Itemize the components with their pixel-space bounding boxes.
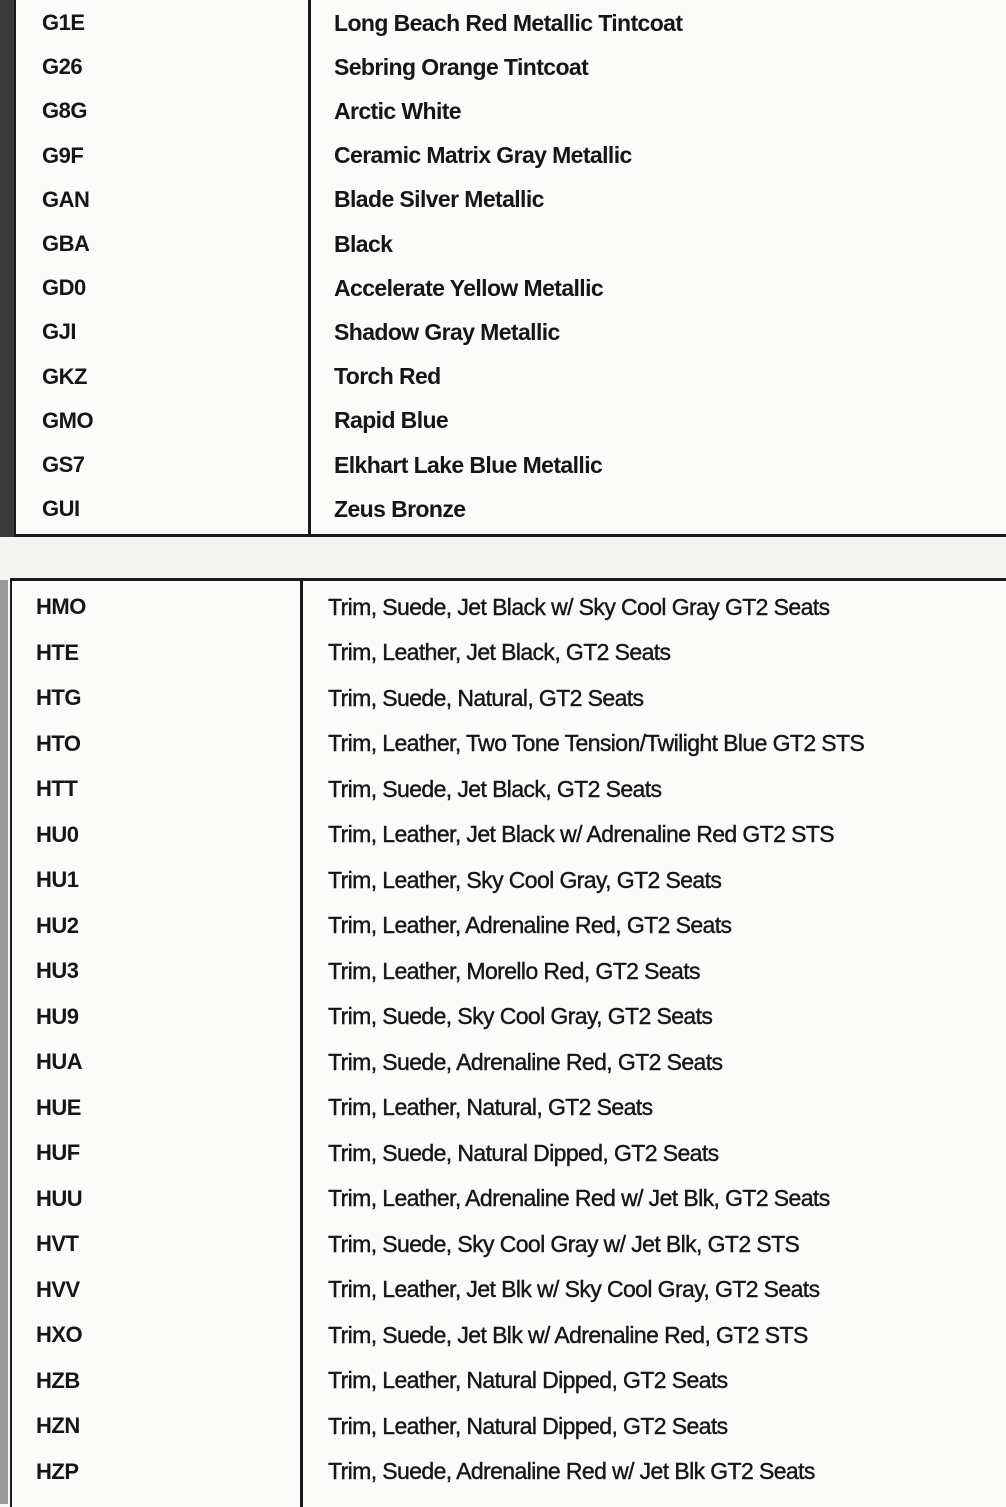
option-code: G8G: [42, 98, 87, 124]
option-description: Trim, Suede, Jet Black w/ Sky Cool Gray GT2 Seats: [328, 593, 830, 620]
option-code: GUI: [42, 496, 80, 522]
option-code: HZB: [36, 1367, 80, 1393]
option-description: Zeus Bronze: [334, 495, 466, 522]
option-code: HUU: [36, 1185, 83, 1211]
option-code: HTO: [36, 730, 81, 756]
option-description: Trim, Leather, Morello Red, GT2 Seats: [328, 957, 700, 984]
option-code: G9F: [42, 142, 84, 168]
table-row: [12, 767, 1006, 811]
table-row: [16, 399, 1006, 443]
option-description: Trim, Leather, Jet Blk w/ Sky Cool Gray, GT2 Seats: [328, 1276, 820, 1302]
option-code: HTG: [36, 685, 81, 710]
table-row: [12, 1450, 1006, 1494]
option-description: Trim, Leather, Sky Cool Gray, GT2 Seats: [328, 866, 722, 893]
option-description: Ceramic Matrix Gray Metallic: [334, 142, 632, 169]
option-code: HMO: [36, 594, 86, 619]
option-code: HU0: [36, 821, 79, 847]
table-row: [12, 1177, 1006, 1221]
table-gap: [0, 537, 1006, 577]
table-row: [12, 813, 1006, 857]
table-row: [12, 631, 1006, 675]
table-row: [12, 858, 1006, 902]
option-description: Trim, Suede, Jet Blk w/ Adrenaline Red, GT2 STS: [328, 1321, 808, 1348]
option-code: HVT: [36, 1231, 79, 1256]
option-description: Accelerate Yellow Metallic: [334, 274, 604, 301]
paint-code-table: [14, 0, 1006, 537]
option-code: GMO: [42, 407, 94, 433]
option-code: HZP: [36, 1458, 79, 1484]
option-description: Trim, Suede, Sky Cool Gray w/ Jet Blk, GT2 STS: [328, 1230, 800, 1257]
option-description: Shadow Gray Metallic: [334, 318, 560, 345]
option-code: HU1: [36, 867, 79, 892]
option-description: Trim, Leather, Natural Dipped, GT2 Seats: [328, 1367, 728, 1393]
option-description: Trim, Leather, Adrenaline Red w/ Jet Blk, GT2 Seats: [328, 1185, 830, 1211]
table-row: [12, 1040, 1006, 1084]
option-description: Sebring Orange Tintcoat: [334, 53, 589, 80]
option-description: Trim, Leather, Jet Black w/ Adrenaline Red GT2 STS: [328, 821, 835, 847]
table-row: [12, 1086, 1006, 1130]
option-code: HUF: [36, 1140, 80, 1165]
option-description: Blade Silver Metallic: [334, 186, 544, 213]
table-row: [12, 1131, 1006, 1175]
option-description: Trim, Leather, Natural, GT2 Seats: [328, 1094, 653, 1120]
trim-code-table: [10, 578, 1006, 1507]
option-code: GKZ: [42, 363, 87, 389]
option-description: Elkhart Lake Blue Metallic: [334, 451, 603, 478]
option-code: G26: [42, 54, 83, 80]
table-row: [16, 222, 1006, 266]
option-code: GJI: [42, 319, 76, 345]
option-code: HVV: [36, 1276, 80, 1302]
option-code: HTT: [36, 776, 78, 801]
option-code: GBA: [42, 231, 90, 256]
option-code: HU3: [36, 958, 79, 983]
table-row: [12, 1222, 1006, 1266]
option-code: HTE: [36, 639, 79, 665]
option-description: Black: [334, 230, 393, 257]
option-description: Trim, Leather, Jet Black, GT2 Seats: [328, 639, 671, 665]
option-code: HXO: [36, 1322, 83, 1347]
option-code: G1E: [42, 10, 85, 35]
option-description: Torch Red: [334, 363, 441, 390]
option-code: HU2: [36, 912, 79, 938]
table-row: [12, 722, 1006, 766]
table-row: [12, 585, 1006, 629]
table-row: [16, 310, 1006, 354]
option-description: Trim, Suede, Natural, GT2 Seats: [328, 684, 644, 711]
table-row: [16, 89, 1006, 133]
option-code: GAN: [42, 186, 90, 212]
option-description: Trim, Leather, Natural Dipped, GT2 Seats: [328, 1412, 728, 1439]
table-row: [16, 266, 1006, 310]
option-description: Trim, Leather, Two Tone Tension/Twilight Blue GT2 STS: [328, 730, 865, 756]
option-code: HZN: [36, 1413, 80, 1438]
table-row: [16, 487, 1006, 531]
option-description: Rapid Blue: [334, 407, 449, 434]
option-code: HU9: [36, 1003, 79, 1029]
option-description: Long Beach Red Metallic Tintcoat: [334, 9, 683, 36]
table-row: [16, 134, 1006, 178]
table-row: [16, 1, 1006, 45]
table-row: [12, 676, 1006, 720]
table-row: [12, 1313, 1006, 1357]
option-description: Arctic White: [334, 97, 461, 124]
table-row: [12, 1404, 1006, 1448]
option-description: Trim, Suede, Adrenaline Red, GT2 Seats: [328, 1048, 723, 1075]
table-row: [12, 904, 1006, 948]
option-code: GS7: [42, 452, 85, 477]
option-description: Trim, Suede, Natural Dipped, GT2 Seats: [328, 1139, 719, 1166]
option-description: Trim, Leather, Adrenaline Red, GT2 Seats: [328, 912, 732, 938]
option-description: Trim, Suede, Jet Black, GT2 Seats: [328, 775, 662, 802]
table-row: [16, 45, 1006, 89]
table-row: [16, 355, 1006, 399]
table-row: [16, 178, 1006, 222]
option-description: Trim, Suede, Sky Cool Gray, GT2 Seats: [328, 1003, 713, 1029]
table-row: [12, 949, 1006, 993]
option-code: HUE: [36, 1094, 81, 1120]
option-description: Trim, Suede, Adrenaline Red w/ Jet Blk GT2 Seats: [328, 1458, 815, 1484]
table-row: [12, 1359, 1006, 1403]
option-code: GD0: [42, 275, 86, 301]
table-row: [12, 995, 1006, 1039]
scan-edge-shadow: [0, 0, 14, 540]
scan-edge-shadow-lower: [0, 580, 8, 1504]
table-row: [16, 443, 1006, 487]
table-row: [12, 1268, 1006, 1312]
option-code: HUA: [36, 1049, 83, 1074]
